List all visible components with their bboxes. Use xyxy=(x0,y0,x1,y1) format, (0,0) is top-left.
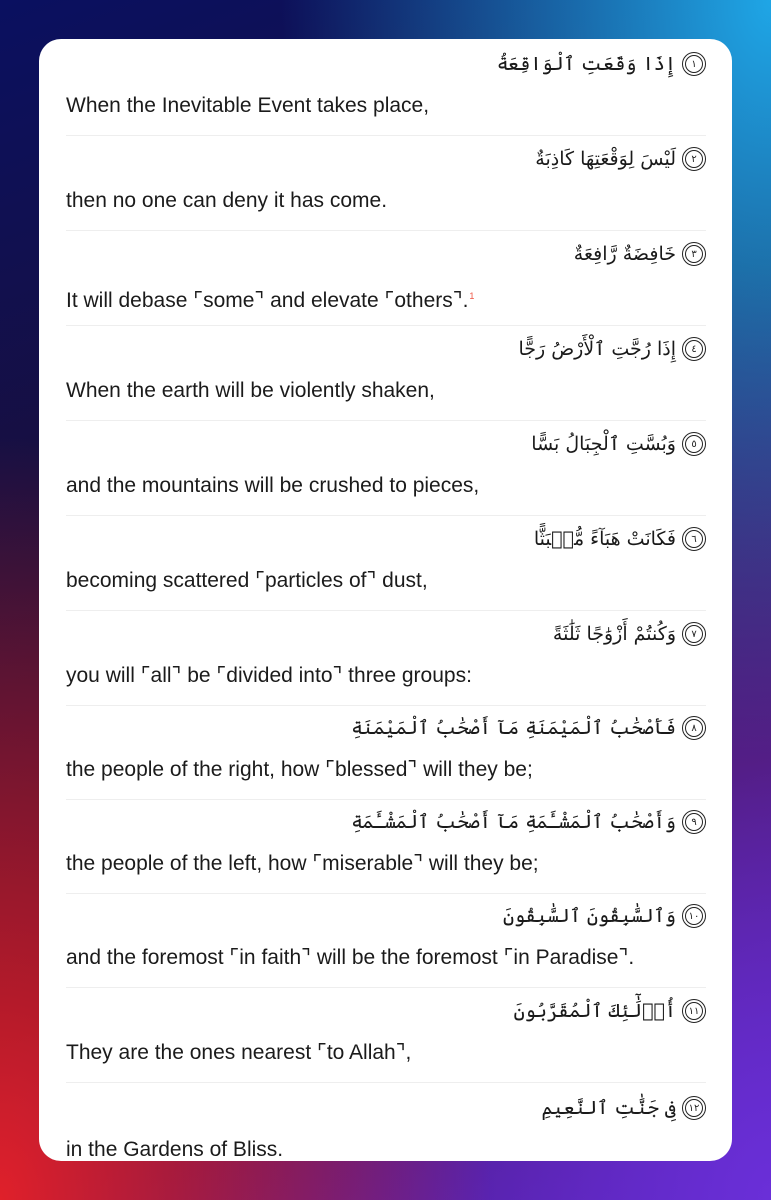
translation-text: and the foremost ⌜in faith⌝ will be the foremost ⌜in Paradise⌝. xyxy=(66,946,635,969)
translation-text: When the Inevitable Event takes place, xyxy=(66,94,430,117)
arabic-text: لَيْسَ لِوَقْعَتِهَا كَاذِبَةٌ xyxy=(535,148,676,170)
verse-number-icon: ١١ xyxy=(682,999,706,1023)
divider xyxy=(66,325,706,326)
footnote-link[interactable]: 1 xyxy=(469,291,475,301)
divider xyxy=(66,230,706,231)
divider xyxy=(66,705,706,706)
arabic-line xyxy=(514,994,706,1028)
arabic-text: فَكَانَتْ هَبَآءً مُّنۢبَثًّا xyxy=(533,528,676,550)
arabic-line xyxy=(351,711,706,745)
arabic-text: إِذَا رُجَّتِ ٱلْأَرْضُ رَجًّا xyxy=(518,338,676,360)
verse-number-icon: ٩ xyxy=(682,810,706,834)
arabic-line xyxy=(531,427,706,461)
arabic-text: وَبُسَّتِ ٱلْجِبَالُ بَسًّا xyxy=(531,433,676,455)
verse-number-icon: ٦ xyxy=(682,527,706,551)
arabic-line xyxy=(574,237,706,271)
arabic-text: إِذَا وَقَعَتِ ٱلْوَاقِعَةُ xyxy=(496,53,676,75)
verse-number-icon: ١ xyxy=(682,52,706,76)
divider xyxy=(66,1082,706,1083)
arabic-line xyxy=(541,1091,706,1125)
arabic-line xyxy=(553,617,706,651)
arabic-line xyxy=(535,142,706,176)
translation-text: the people of the right, how ⌜blessed⌝ will they be; xyxy=(66,758,533,781)
divider xyxy=(66,610,706,611)
divider xyxy=(66,799,706,800)
verse-number-icon: ٣ xyxy=(682,242,706,266)
translation-text: becoming scattered ⌜particles of⌝ dust, xyxy=(66,569,428,592)
arabic-line xyxy=(518,332,706,366)
arabic-line xyxy=(351,805,706,839)
arabic-text: فَأَصْحَٰبُ ٱلْمَيْمَنَةِ مَآ أَصْحَٰبُ ٱلْمَيْمَنَةِ xyxy=(351,717,676,739)
verses-card xyxy=(39,39,732,1161)
translation-text: you will ⌜all⌝ be ⌜divided into⌝ three groups: xyxy=(66,664,472,687)
verse-number-icon: ٨ xyxy=(682,716,706,740)
verse-number-icon: ٢ xyxy=(682,147,706,171)
verse-number-icon: ٤ xyxy=(682,337,706,361)
verse-number-icon: ١٢ xyxy=(682,1096,706,1120)
translation-text: They are the ones nearest ⌜to Allah⌝, xyxy=(66,1041,412,1064)
arabic-line xyxy=(497,47,706,81)
arabic-text: وَٱلسَّٰبِقُونَ ٱلسَّٰبِقُونَ xyxy=(502,905,676,927)
translation-text: then no one can deny it has come. xyxy=(66,189,388,212)
translation-text: in the Gardens of Bliss. xyxy=(66,1138,284,1161)
verse-number-icon: ٧ xyxy=(682,622,706,646)
arabic-text: خَافِضَةٌ رَّافِعَةٌ xyxy=(573,243,676,265)
verse-number-icon: ١٠ xyxy=(682,904,706,928)
divider xyxy=(66,420,706,421)
translation-text: and the mountains will be crushed to pieces, xyxy=(66,474,480,497)
divider xyxy=(66,987,706,988)
translation-body: It will debase ⌜some⌝ and elevate ⌜others⌝. xyxy=(66,289,469,312)
arabic-line xyxy=(534,522,706,556)
divider xyxy=(66,515,706,516)
translation-text: When the earth will be violently shaken, xyxy=(66,379,435,402)
arabic-line xyxy=(503,899,706,933)
translation-text: the people of the left, how ⌜miserable⌝ will they be; xyxy=(66,852,539,875)
arabic-text: وَأَصْحَٰبُ ٱلْمَشْـَٔمَةِ مَآ أَصْحَٰبُ ٱلْمَشْـَٔمَةِ xyxy=(351,811,676,833)
verse-number-icon: ٥ xyxy=(682,432,706,456)
arabic-text: وَكُنتُمْ أَزْوَٰجًا ثَلَٰثَةً xyxy=(552,623,676,645)
divider xyxy=(66,893,706,894)
arabic-text: أُو۟لَٰٓئِكَ ٱلْمُقَرَّبُونَ xyxy=(513,1000,676,1022)
translation-text xyxy=(66,281,474,316)
arabic-text: فِى جَنَّٰتِ ٱلنَّعِيمِ xyxy=(541,1097,676,1119)
divider xyxy=(66,135,706,136)
